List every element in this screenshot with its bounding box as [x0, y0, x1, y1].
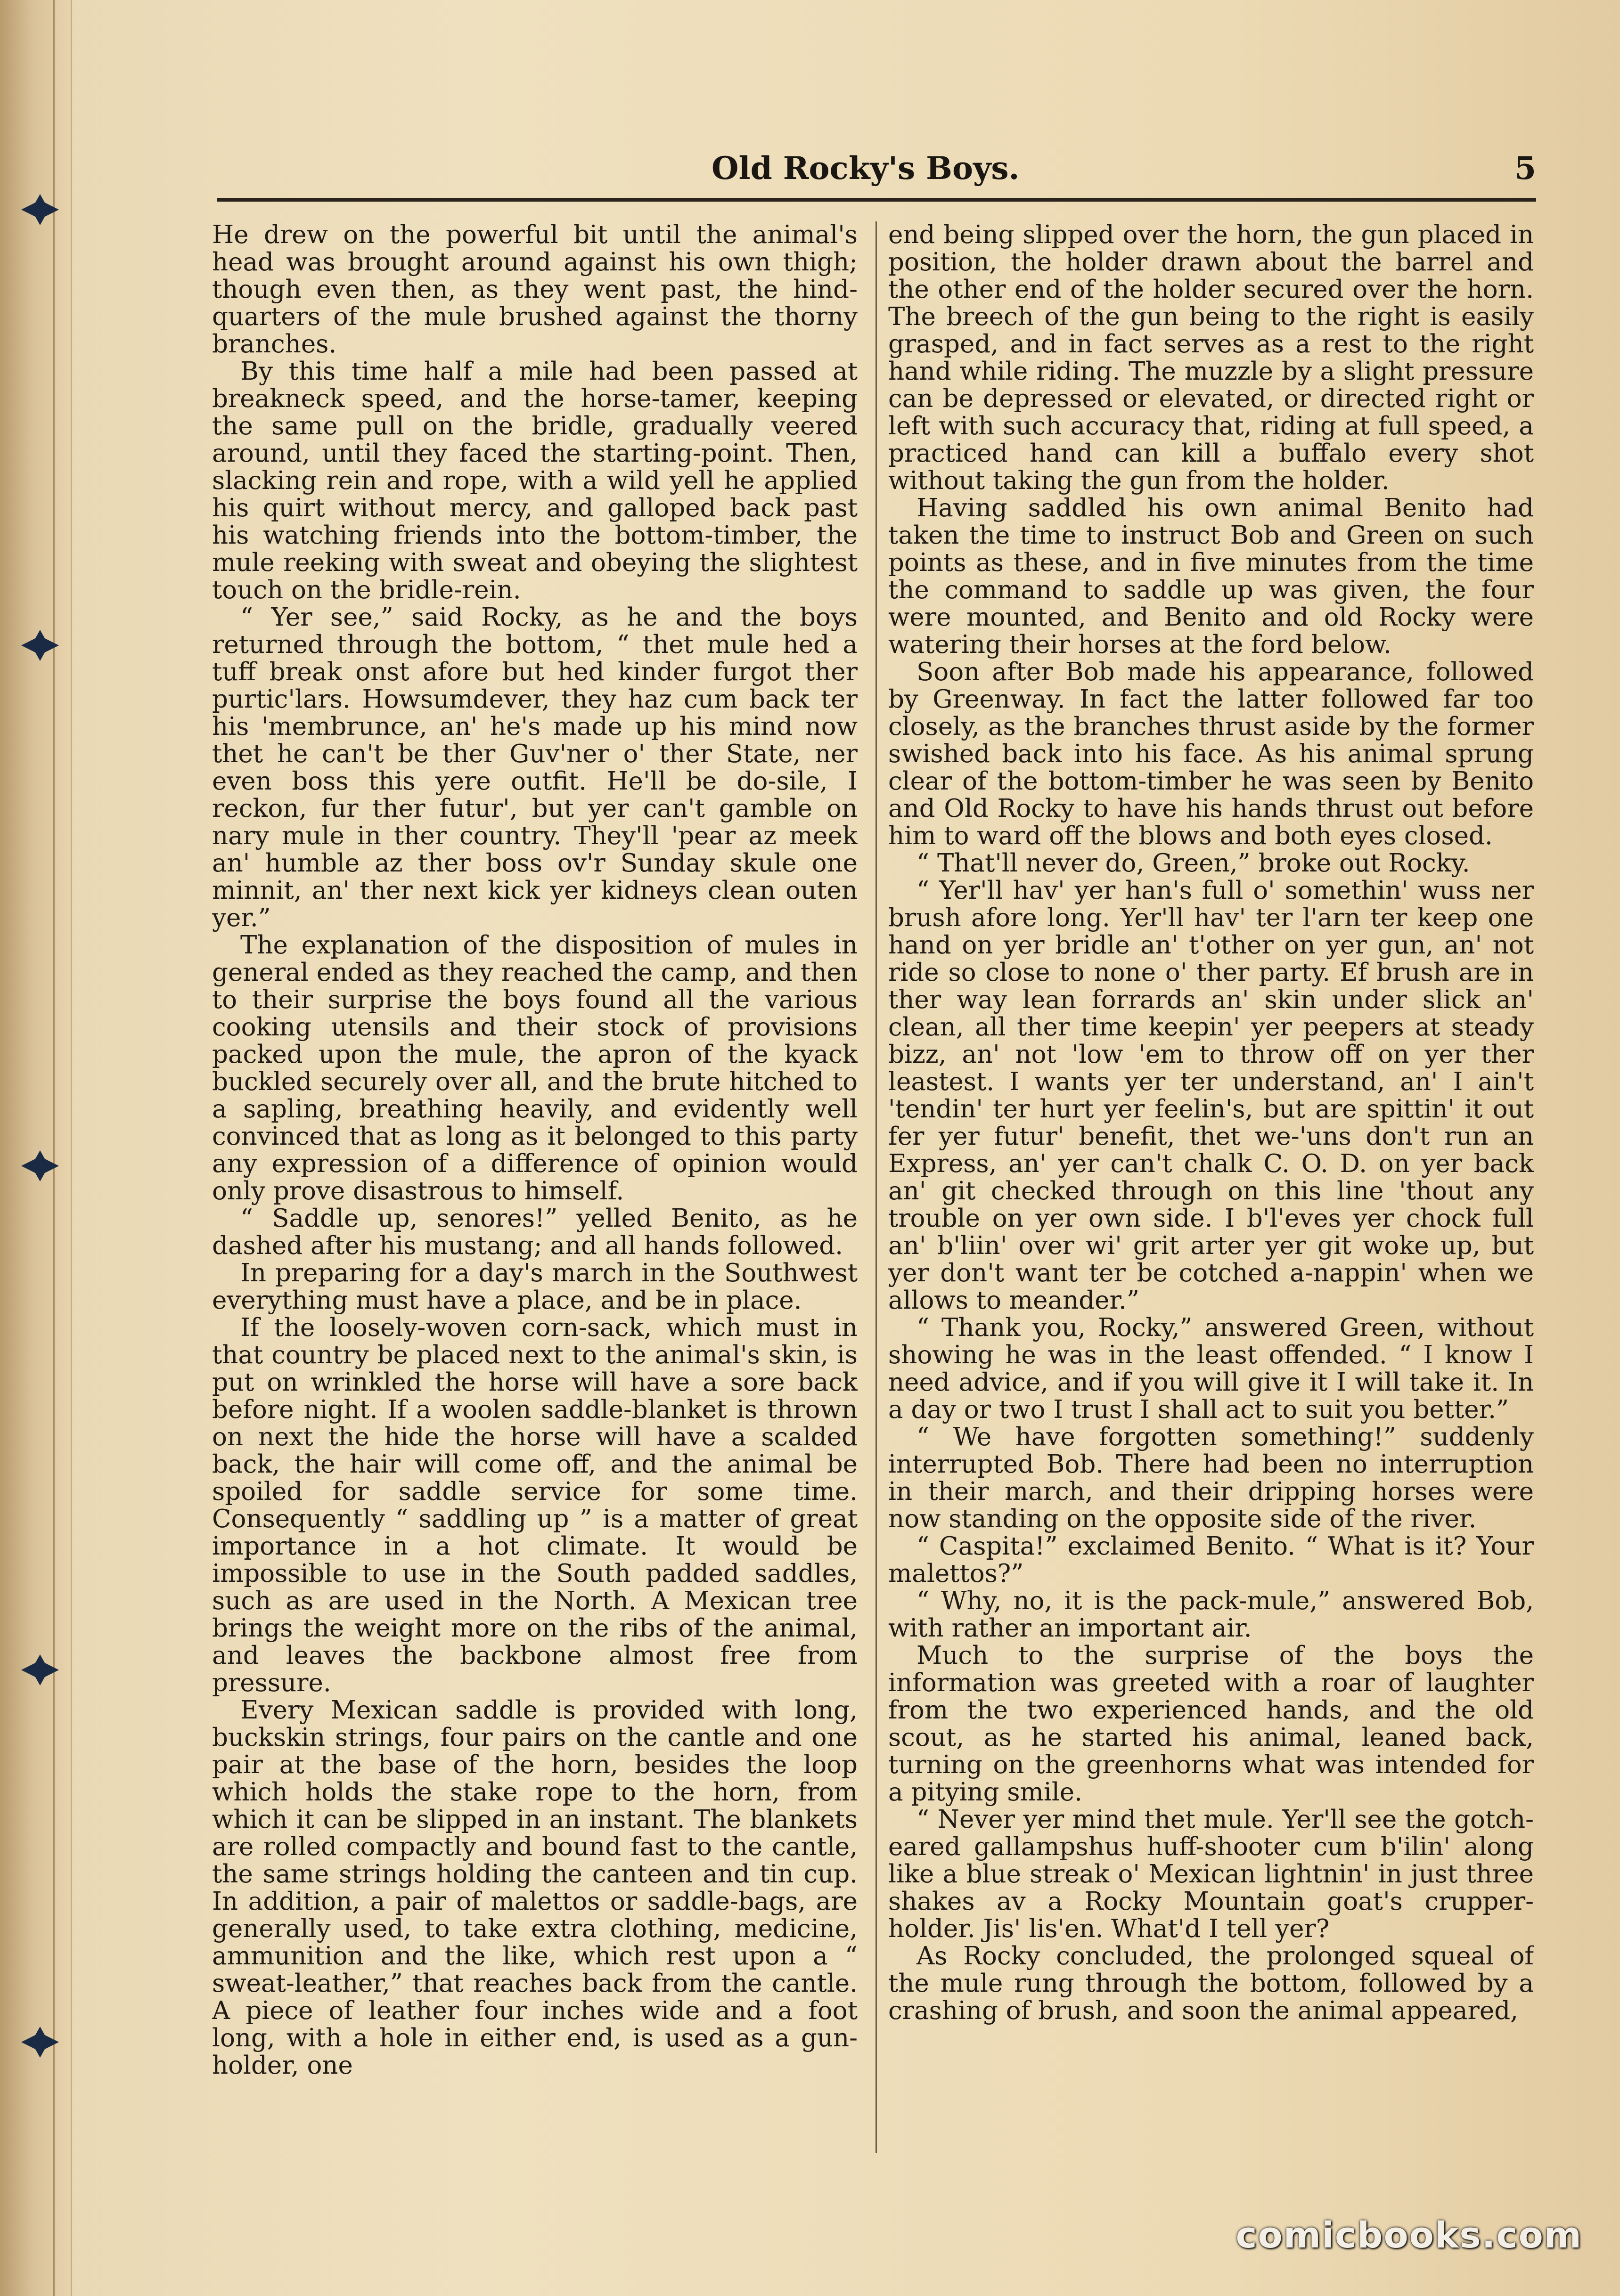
paragraph: He drew on the powerful bit until the animal's head was brought around against his own thigh; though even then, as they went past, the hind-quarters of the mule brushed against the thorny branches. — [212, 221, 858, 358]
page-number: 5 — [1514, 150, 1536, 187]
paragraph: “ Thank you, Rocky,” answered Green, without showing he was in the least offended. “ I know I need advice, and if you will give it I will take it. In a day or two I trust I shall act to suit you better.” — [888, 1313, 1534, 1424]
paragraph: “ Yer'll hav' yer han's full o' somethin' wuss ner brush afore long. Yer'll hav' ter l'arn ter keep one hand on yer bridle an' t'other on yer gun, an' not ride so close to none o' ther party. Ef brush are in ther way lean forrards an' skin under slick an' clean, all ther time keepin' yer peepers at steady bizz, an' not 'low 'em to throw off on yer ther leastest. I wants yer ter understand, an' I ain't 'tendin' ter hurt yer feelin's, but are spittin' it out fer yer futur' benefit, thet we-'uns don't run an Express, an' yer can't chalk C. O. D. on yer back an' git checked through on this line 'thout any trouble on yer own side. I b'l'eves yer chock full an' b'liin' over wi' grit arter yer git woke up, but yer don't want ter be cotched a-nappin' when we allows to meander.” — [888, 876, 1534, 1315]
paragraph: “ Caspita!” exclaimed Benito. “ What is it? Your malettos?” — [888, 1532, 1534, 1588]
paragraph: In preparing for a day's march in the Southwest everything must have a place, and be in place. — [212, 1259, 858, 1315]
right-column — [888, 221, 1534, 2153]
paragraph: “ Saddle up, senores!” yelled Benito, as he dashed after his mustang; and all hands followed. — [212, 1204, 858, 1260]
paragraph: By this time half a mile had been passed at breakneck speed, and the horse-tamer, keeping the same pull on the bridle, gradually veered around, until they faced the starting-point. Then, slacking rein and rope, with a wild yell he applied his quirt without mercy, and galloped back past his watching friends into the bottom-timber, the mule reeking with sweat and obeying the slightest touch on the bridle-rein. — [212, 357, 858, 604]
staple-stitch-icon — [19, 2026, 61, 2059]
paragraph: “ Never yer mind thet mule. Yer'll see the gotch-eared gallampshus huff-shooter cum b'ilin' along like a blue streak o' Mexican lightnin' in just three shakes av a Rocky Mountain goat's crupper-holder. Jis' lis'en. What'd I tell yer? — [888, 1805, 1534, 1943]
staple-stitch-icon — [19, 1653, 61, 1686]
binding-fold — [53, 0, 55, 2296]
paragraph: Every Mexican saddle is provided with long, buckskin strings, four pairs on the cantle and one pair at the base of the horn, besides the loop which holds the stake rope to the horn, from which it can be slipped in an instant. The blankets are rolled compactly and bound fast to the cantle, the same strings holding the canteen and tin cup. In addition, a pair of malettos or saddle-bags, are generally used, to take extra clothing, medicine, ammunition and the like, which rest upon a “ sweat-leather,” that reaches back from the cantle. A piece of leather four inches wide and a foot long, with a hole in either end, is used as a gun-holder, one — [212, 1696, 858, 2080]
left-column — [212, 221, 858, 2153]
page-header — [217, 141, 1536, 193]
staple-stitch-icon — [19, 629, 61, 662]
running-title: Old Rocky's Boys. — [712, 150, 1020, 187]
paragraph: “ Why, no, it is the pack-mule,” answered Bob, with rather an important air. — [888, 1587, 1534, 1643]
paragraph: Much to the surprise of the boys the information was greeted with a roar of laughter from the two experienced hands, and the old scout, as he started his animal, leaned back, turning on the greenhorns what was intended for a pitying smile. — [888, 1641, 1534, 1807]
watermark: comicbooks.com — [1235, 2214, 1582, 2256]
paragraph: “ We have forgotten something!” suddenly interrupted Bob. There had been no interruption in their march, and their dripping horses were now standing on the opposite side of the river. — [888, 1423, 1534, 1533]
header-rule — [217, 198, 1536, 202]
paragraph: “ Yer see,” said Rocky, as he and the boys returned through the bottom, “ thet mule hed a tuff break onst afore but hed kinder furgot ther purtic'lars. Howsumdever, they haz cum back ter his 'membrunce, an' he's made up his mind now thet he can't be ther Guv'ner o' ther State, ner even boss this yere outfit. He'll be do-sile, I reckon, fur ther futur', but yer can't gamble on nary mule in ther country. They'll 'pear az meek an' humble az ther boss ov'r Sunday skule one minnit, an' ther next kick yer kidneys clean outen yer.” — [212, 603, 858, 932]
paragraph: Having saddled his own animal Benito had taken the time to instruct Bob and Green on such points as these, and in five minutes from the time the command to saddle up was given, the four were mounted, and Benito and old Rocky were watering their horses at the ford below. — [888, 494, 1534, 659]
column-divider — [875, 221, 877, 2153]
staple-stitch-icon — [19, 193, 61, 226]
staple-stitch-icon — [19, 1149, 61, 1182]
paragraph: As Rocky concluded, the prolonged squeal of the mule rung through the bottom, followed by a crashing of brush, and soon the animal appeared, — [888, 1942, 1534, 2025]
paragraph: “ That'll never do, Green,” broke out Rocky. — [916, 849, 1470, 878]
binding-gutter — [0, 0, 72, 2296]
paragraph: If the loosely-woven corn-sack, which must in that country be placed next to the animal's skin, is put on wrinkled the horse will have a sore back before night. If a woolen saddle-blanket is thrown on next the hide the horse will have a scalded back, the hair will come off, and the animal be spoiled for saddle service for some time. Consequently “ saddling up ” is a matter of great importance in a hot climate. It would be impossible to use in the South padded saddles, such as are used in the North. A Mexican tree brings the weight more on the ribs of the animal, and leaves the backbone almost free from pressure. — [212, 1313, 858, 1697]
paragraph: Soon after Bob made his appearance, followed by Greenway. In fact the latter followed far too closely, as the branches thrust aside by the former swished back into his face. As his animal sprung clear of the bottom-timber he was seen by Benito and Old Rocky to have his hands thrust out before him to ward off the blows and both eyes closed. — [888, 658, 1534, 850]
paragraph: end being slipped over the horn, the gun placed in position, the holder drawn about the barrel and the other end of the holder secured over the horn. The breech of the gun being to the right is easily grasped, and in fact serves as a rest to the right hand while riding. The muzzle by a slight pressure can be depressed or elevated, or directed right or left with such accuracy that, riding at full speed, a practiced hand can kill a buffalo every shot without taking the gun from the holder. — [888, 221, 1534, 495]
paragraph: The explanation of the disposition of mules in general ended as they reached the camp, and then to their surprise the boys found all the various cooking utensils and their stock of provisions packed upon the mule, the apron of the kyack buckled securely over all, and the brute hitched to a sapling, breathing heavily, and evidently well convinced that as long as it belonged to this party any expression of a difference of opinion would only prove disastrous to himself. — [212, 931, 858, 1205]
